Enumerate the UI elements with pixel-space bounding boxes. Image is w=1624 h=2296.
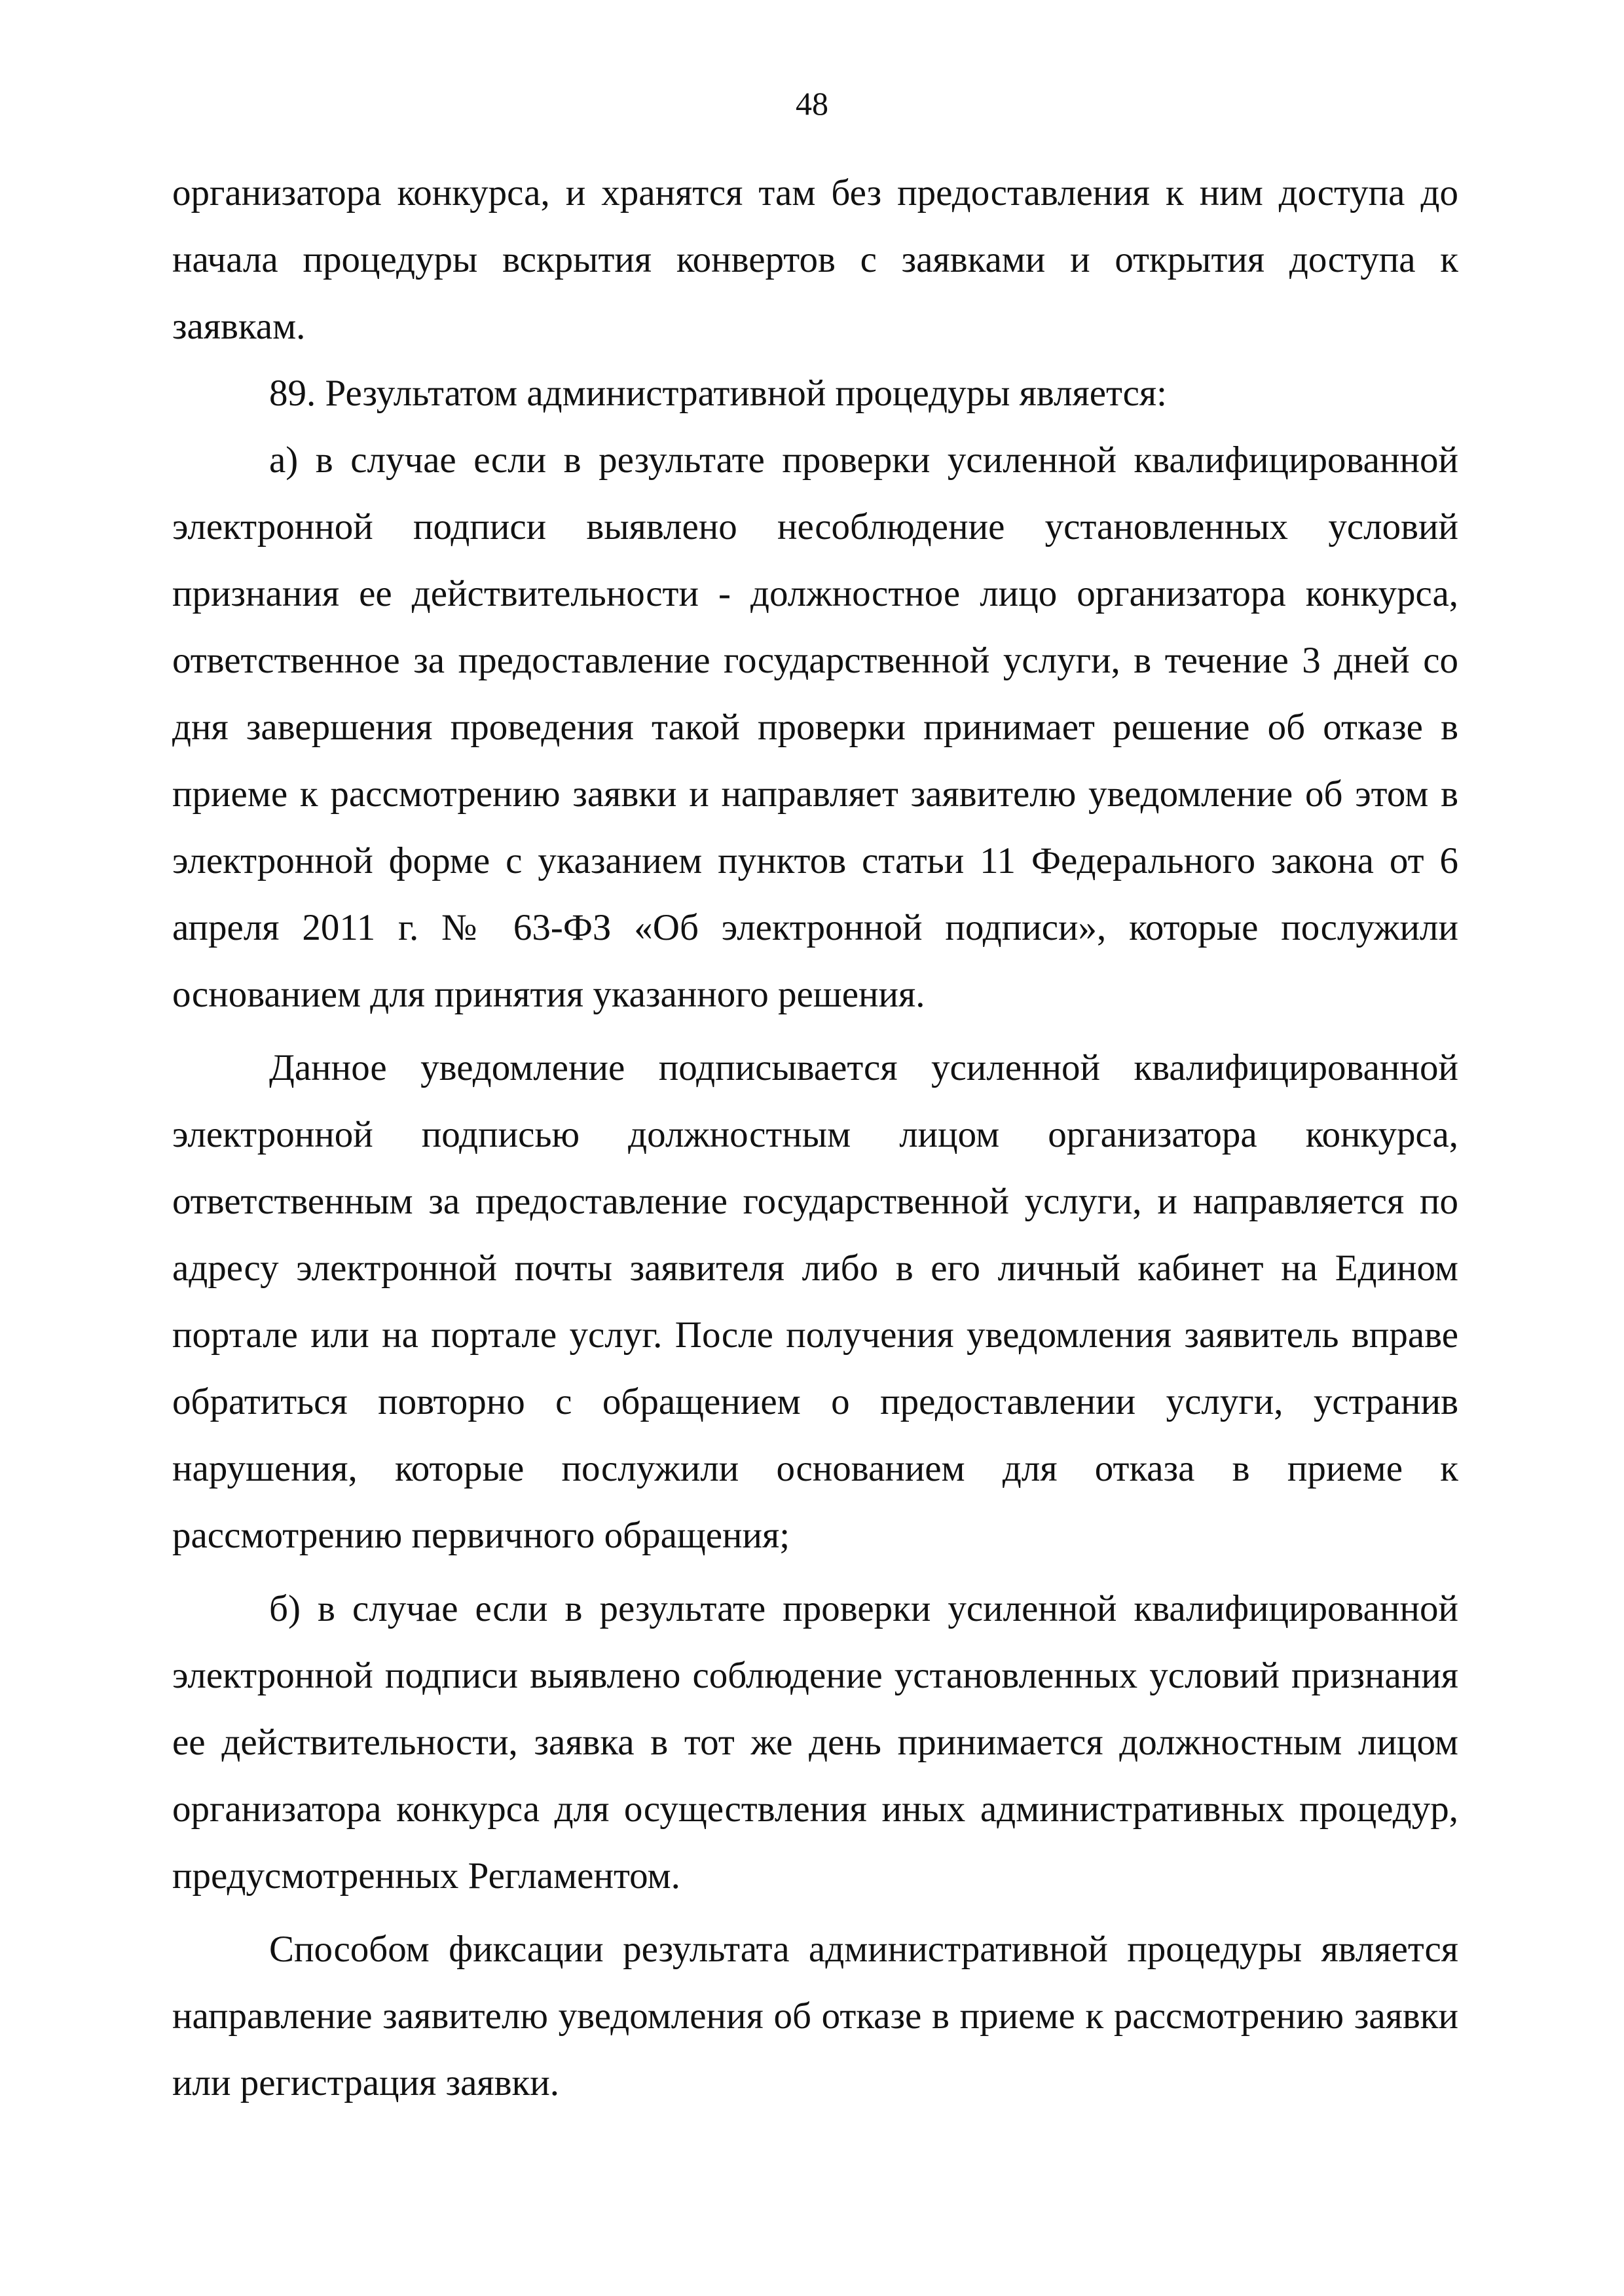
paragraph-fixation-method: Способом фиксации результата административной процедуры является направление заявителю уведомления об отказе в приеме к рассмотрению заявки или регистрация заявки. <box>172 1929 1458 2103</box>
paragraph-subitem-a: а) в случае если в результате проверки усиленной квалифицированной электронной подписи выявлено несоблюдение установленных условий признания ее действительности - должностное лицо организатора конкурса, ответственное за предоставление государственной услуги, в течение 3 дней со дня завершения проведения такой проверки принимает решение об отказе в приеме к рассмотрению заявки и направляет заявителю уведомление об этом в электронной форме с указанием пунктов статьи 11 Федерального закона от 6 апреля 2011 г. № 63-ФЗ «Об электронной подписи», которые послужили основанием для принятия указанного решения. <box>172 439 1458 1015</box>
paragraph-subitem-b: б) в случае если в результате проверки усиленной квалифицированной электронной подписи выявлено соблюдение установленных условий признания ее действительности, заявка в тот же день принимается должностным лицом организатора конкурса для осуществления иных административных процедур, предусмотренных Регламентом. <box>172 1588 1458 1897</box>
paragraph-notification: Данное уведомление подписывается усиленной квалифицированной электронной подписью должностным лицом организатора конкурса, ответственным за предоставление государственной услуги, и направляется по адресу электронной почты заявителя либо в его личный кабинет на Едином портале или на портале услуг. После получения уведомления заявитель вправе обратиться повторно с обращением о предоставлении услуги, устранив нарушения, которые послужили основанием для отказа в приеме к рассмотрению первичного обращения; <box>172 1047 1458 1556</box>
paragraph-item-89: 89. Результатом административной процедуры является: <box>269 373 1167 414</box>
document-body <box>172 160 1458 2117</box>
paragraph-continuation: организатора конкурса, и хранятся там без предоставления к ним доступа до начала процедуры вскрытия конвертов с заявками и открытия доступа к заявкам. <box>172 172 1458 347</box>
page-number: 48 <box>796 85 828 122</box>
